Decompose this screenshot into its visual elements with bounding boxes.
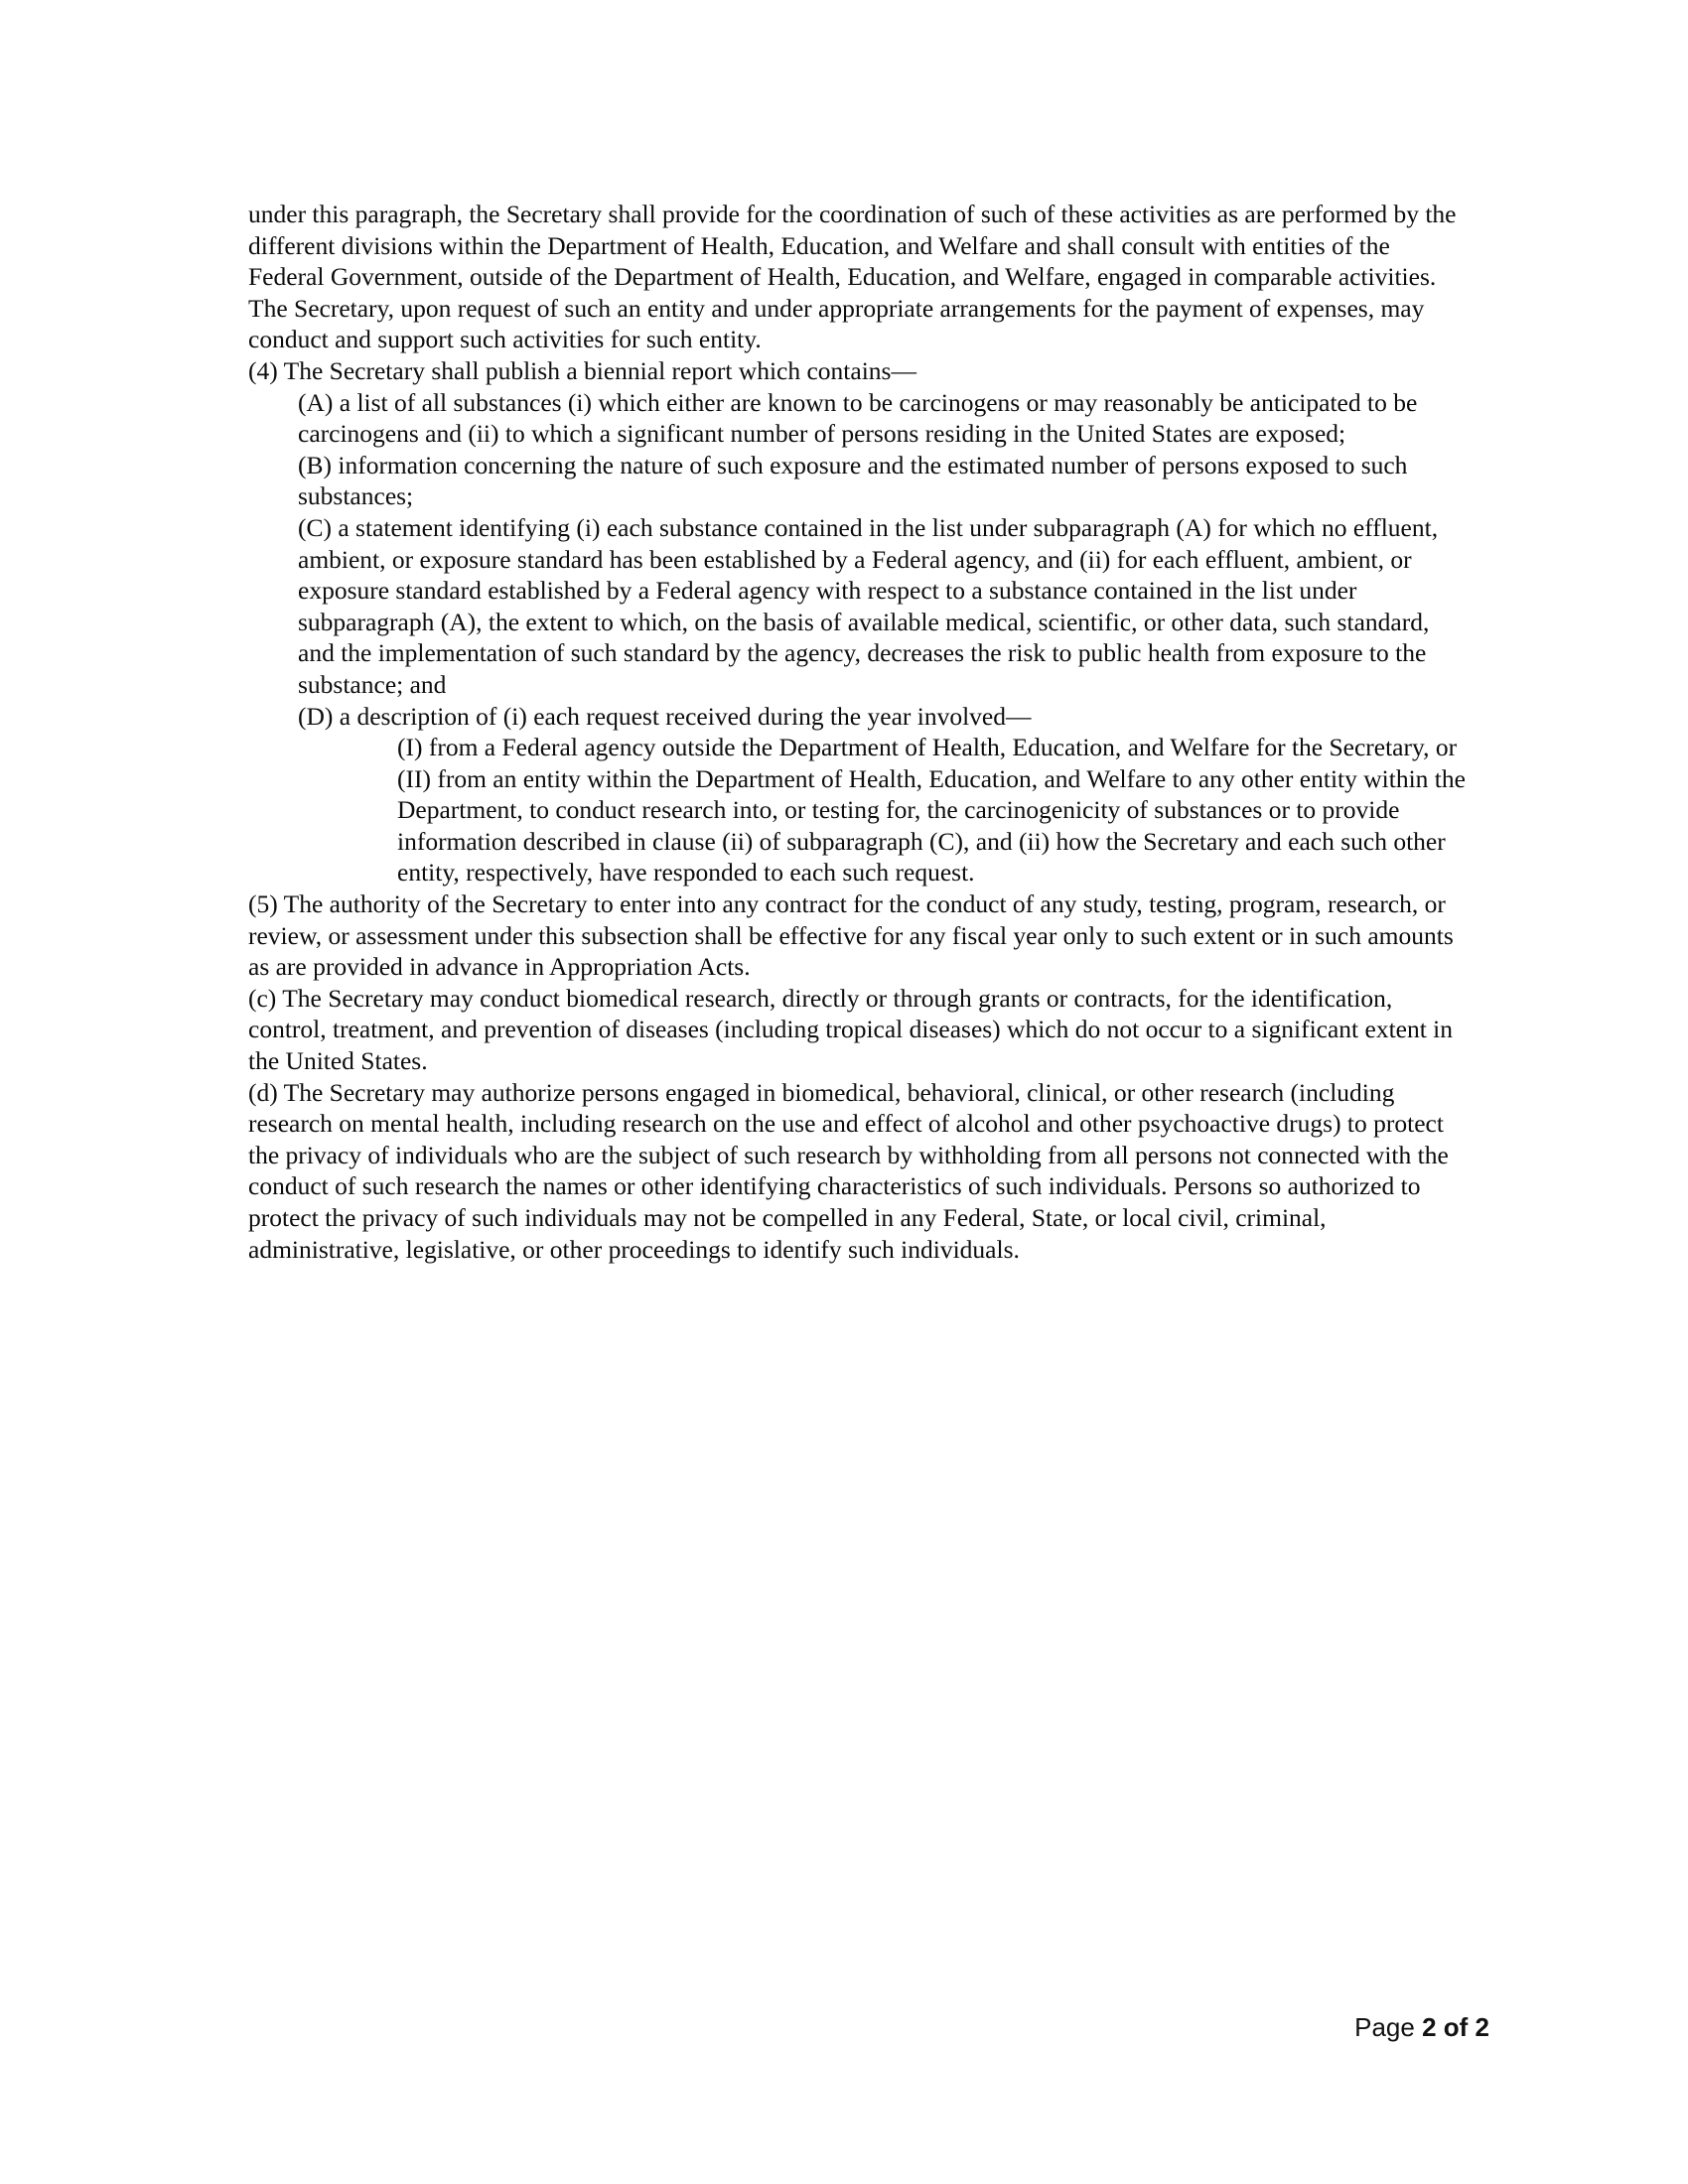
footer-page-label: Page <box>1354 2012 1423 2042</box>
document-body <box>248 199 1468 1265</box>
page-footer <box>1354 2011 1489 2043</box>
paragraph: (A) a list of all substances (i) which either are known to be carcinogens or may reasonably be anticipated to be carcinogens and (ii) to which a significant number of persons residing in the United States are exposed; <box>298 387 1418 449</box>
paragraph: (D) a description of (i) each request received during the year involved— <box>298 701 1032 731</box>
paragraph: (c) The Secretary may conduct biomedical research, directly or through grants or contracts, for the identification, control, treatment, and prevention of diseases (including tropical diseases) which do not occur to a significant extent in the United States. <box>248 983 1454 1076</box>
paragraph: (II) from an entity within the Department of Health, Education, and Welfare to any other entity within the Department, to conduct research into, or testing for, the carcinogenicity of substances or to provide information described in clause (ii) of subparagraph (C), and (ii) how the Secretary and each such other entity, respectively, have responded to each such request. <box>397 763 1466 887</box>
paragraph: (C) a statement identifying (i) each substance contained in the list under subparagraph (A) for which no effluent, ambient, or exposure standard has been established by a Federal agency, and (ii) for each effluent, ambient, or exposure standard established by a Federal agency with respect to a substance contained in the list under subparagraph (A), the extent to which, on the basis of available medical, scientific, or other data, such standard, and the implementation of such standard by the agency, decreases the risk to public health from exposure to the substance; and <box>298 512 1439 699</box>
paragraph: (B) information concerning the nature of such exposure and the estimated number of persons exposed to such substances; <box>298 450 1408 511</box>
paragraph: (d) The Secretary may authorize persons engaged in biomedical, behavioral, clinical, or other research (including research on mental health, including research on the use and effect of alcohol and other psychoactive drugs) to protect the privacy of individuals who are the subject of such research by withholding from all persons not connected with the conduct of such research the names or other identifying characteristics of such individuals. Persons so authorized to protect the privacy of such individuals may not be compelled in any Federal, State, or local civil, criminal, administrative, legislative, or other proceedings to identify such individuals. <box>248 1077 1449 1264</box>
paragraph: (I) from a Federal agency outside the Department of Health, Education, and Welfare for the Secretary, or <box>397 733 1458 762</box>
footer-total-pages: 2 <box>1475 2012 1489 2042</box>
paragraph: (4) The Secretary shall publish a biennial report which contains— <box>248 355 916 385</box>
footer-of-label: of <box>1436 2012 1476 2042</box>
paragraph: under this paragraph, the Secretary shall provide for the coordination of such of these activities as are performed by the different divisions within the Department of Health, Education, and Welfare and shall consult with entities of the Federal Government, outside of the Department of Health, Education, and Welfare, engaged in comparable activities. The Secretary, upon request of such an entity and under appropriate arrangements for the payment of expenses, may conduct and support such activities for such entity. <box>248 200 1457 354</box>
paragraph: (5) The authority of the Secretary to enter into any contract for the conduct of any study, testing, program, research, or review, or assessment under this subsection shall be effective for any fiscal year only to such extent or in such amounts as are provided in advance in Appropriation Acts. <box>248 889 1454 982</box>
footer-page-number: 2 <box>1422 2012 1437 2042</box>
